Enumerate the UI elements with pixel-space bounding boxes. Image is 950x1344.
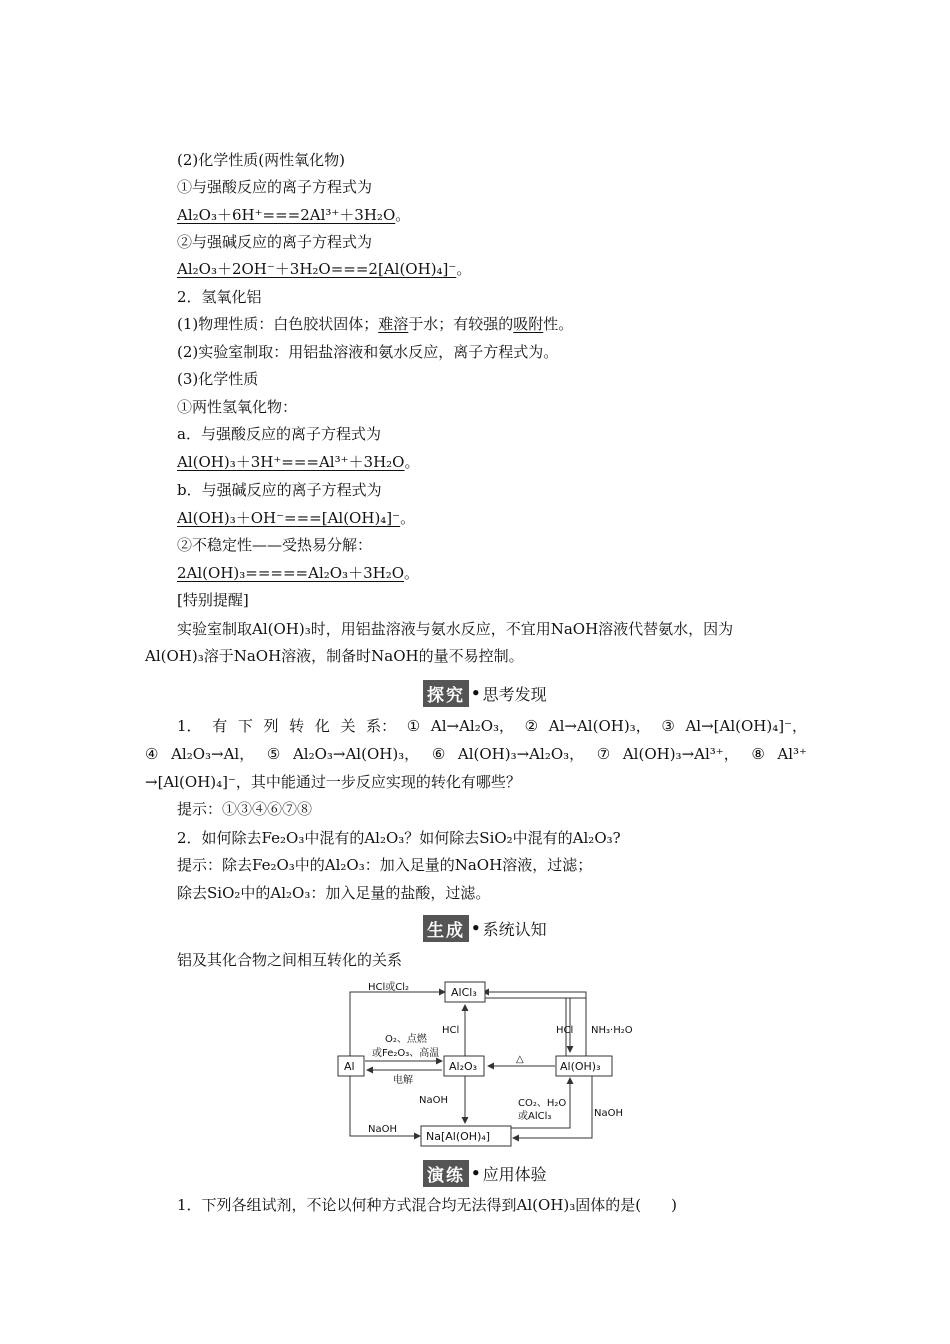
answer-blank: 吸附 (513, 315, 544, 333)
question-line: →[Al(OH)₄]⁻，其中能通过一步反应实现的转化有哪些？ (145, 773, 521, 791)
section-header-system (423, 915, 547, 941)
node-al2o3: Al₂O₃ (449, 1060, 478, 1073)
equation: Al₂O₃＋2OH⁻＋3H₂O===2[Al(OH)₄]⁻ (177, 260, 457, 278)
section-title: 思考发现 (482, 684, 547, 704)
question-token: Al→Al₂O₃， (430, 717, 515, 735)
dot-separator: • (471, 684, 481, 702)
question-token: Al³⁺ (777, 745, 807, 763)
text-seg: 性。 (543, 315, 574, 333)
note-label: [特别提醒] (177, 591, 249, 609)
punct: 。 (404, 453, 420, 471)
hint-answer: 除去SiO₂中的Al₂O₃：加入足量的盐酸，过滤。 (177, 884, 491, 902)
arrow-alcl3-aloh3-top (488, 992, 586, 998)
equation-line (177, 452, 419, 472)
question-line: 2．如何除去Fe₂O₃中混有的Al₂O₃？如何除去SiO₂中混有的Al₂O₃? (177, 829, 621, 847)
question-token: Al(OH)₃→Al³⁺， (622, 745, 739, 763)
text-line: ②不稳定性——受热易分解： (177, 536, 373, 554)
label-co2: CO₂、H₂O (518, 1098, 567, 1109)
text-line: Al(OH)₃溶于NaOH溶液，制备时NaOH的量不易控制。 (145, 647, 524, 665)
equation-line (177, 508, 415, 528)
question-token: ④ (145, 745, 159, 763)
conversion-diagram (330, 978, 670, 1150)
equation-line (177, 205, 410, 225)
dot-separator: • (471, 919, 481, 937)
label-or-alcl3: 或AlCl₃ (518, 1111, 552, 1122)
equation: Al(OH)₃＋3H⁺===Al³⁺＋3H₂O (177, 453, 405, 471)
practice-question: 1．下列各组试剂，不论以何种方式混合均无法得到Al(OH)₃固体的是( ) (177, 1196, 677, 1214)
question-token: 转 (289, 717, 305, 735)
question-token: ⑤ (266, 745, 281, 763)
punct: 。 (400, 509, 416, 527)
equation: Al₂O₃＋6H⁺===2Al³⁺＋3H₂O (177, 206, 396, 224)
question-token: Al₂O₃→Al， (171, 745, 255, 763)
question-token: ① (406, 717, 421, 735)
section-badge: 生成 (423, 915, 469, 942)
question-token: 列 (263, 717, 279, 735)
label-hcl-right: HCl (556, 1025, 574, 1036)
label-naoh-bottom: NaOH (368, 1124, 397, 1135)
node-alcl3: AlCl₃ (451, 986, 477, 999)
question-token: ⑦ (596, 745, 611, 763)
question-token: ⑥ (431, 745, 446, 763)
text-line: (2)化学性质(两性氧化物) (177, 151, 345, 169)
question-token: 1． (177, 717, 202, 735)
text-line: 铝及其化合物之间相互转化的关系 (177, 951, 403, 969)
dot-separator: • (471, 1164, 481, 1182)
text-seg: 于水；有较强的 (408, 315, 514, 333)
node-aloh3: Al(OH)₃ (560, 1060, 601, 1073)
hint-answer: 提示：除去Fe₂O₃中的Al₂O₃：加入足量的NaOH溶液，过滤； (177, 856, 593, 874)
section-title: 系统认知 (482, 919, 547, 939)
question-token: 有 (212, 717, 228, 735)
section-header-practice (423, 1160, 547, 1186)
punct: 。 (404, 564, 420, 582)
question-line (145, 744, 807, 764)
text-line: ①两性氢氧化物： (177, 398, 298, 416)
question-token: Al₂O₃→Al(OH)₃， (292, 745, 420, 763)
text-line: (2)实验室制取：用铝盐溶液和氨水反应，离子方程式为。 (177, 343, 559, 361)
text-line: (3)化学性质 (177, 370, 259, 388)
section-badge: 演练 (423, 1160, 469, 1187)
label-heat: △ (516, 1054, 524, 1065)
question-token: Al→[Al(OH)₄]⁻， (685, 717, 807, 735)
node-al: Al (344, 1060, 355, 1073)
section-badge: 探究 (423, 680, 469, 707)
answer-blank: 难溶 (378, 315, 409, 333)
question-token: 关 (340, 717, 356, 735)
punct: 。 (395, 206, 411, 224)
subheading: 2．氢氧化铝 (177, 288, 262, 306)
question-token: ③ (661, 717, 675, 735)
label-naoh-right: NaOH (594, 1108, 623, 1119)
punct: 。 (456, 260, 472, 278)
equation: 2Al(OH)₃=====Al₂O₃＋3H₂O (177, 564, 404, 582)
question-line (177, 716, 807, 736)
question-token: ⑧ (751, 745, 765, 763)
arrow-aloh3-alcl3 (483, 992, 586, 1056)
arrow-al-alcl3 (350, 992, 445, 1056)
label-hcl-left: HCl (442, 1025, 460, 1036)
text-line: 实验室制取Al(OH)₃时，用铝盐溶液与氨水反应，不宜用NaOH溶液代替氨水，因为 (177, 620, 734, 638)
label-electrolysis: 电解 (393, 1075, 413, 1086)
text-line: a．与强酸反应的离子方程式为 (177, 425, 381, 443)
question-token: 化 (314, 717, 330, 735)
question-token: 系： (366, 717, 397, 735)
label-fe2o3: 或Fe₂O₃、高温 (372, 1048, 440, 1059)
text-line (177, 314, 573, 334)
text-seg: (1)物理性质：白色胶状固体； (177, 315, 379, 333)
label-o2: O₂、点燃 (385, 1034, 427, 1045)
question-token: ② (524, 717, 539, 735)
section-header-explore (423, 680, 547, 706)
equation: Al(OH)₃＋OH⁻===[Al(OH)₄]⁻ (177, 509, 401, 527)
question-token: Al→Al(OH)₃， (548, 717, 651, 735)
equation-line (177, 259, 471, 279)
text-line: ②与强碱反应的离子方程式为 (177, 233, 373, 251)
label-nh3h2o: NH₃·H₂O (591, 1025, 633, 1036)
hint-answer: 提示：①③④⑥⑦⑧ (177, 800, 313, 818)
question-token: 下 (237, 717, 253, 735)
question-token: Al(OH)₃→Al₂O₃， (457, 745, 585, 763)
text-line: b．与强碱反应的离子方程式为 (177, 481, 382, 499)
label-hcl-cl2: HCl或Cl₂ (368, 982, 410, 993)
equation-line (177, 563, 419, 583)
node-naaloh4: Na[Al(OH)₄] (426, 1130, 491, 1143)
section-title: 应用体验 (482, 1164, 547, 1184)
text-line: ①与强酸反应的离子方程式为 (177, 178, 373, 196)
label-naoh-mid: NaOH (419, 1095, 448, 1106)
